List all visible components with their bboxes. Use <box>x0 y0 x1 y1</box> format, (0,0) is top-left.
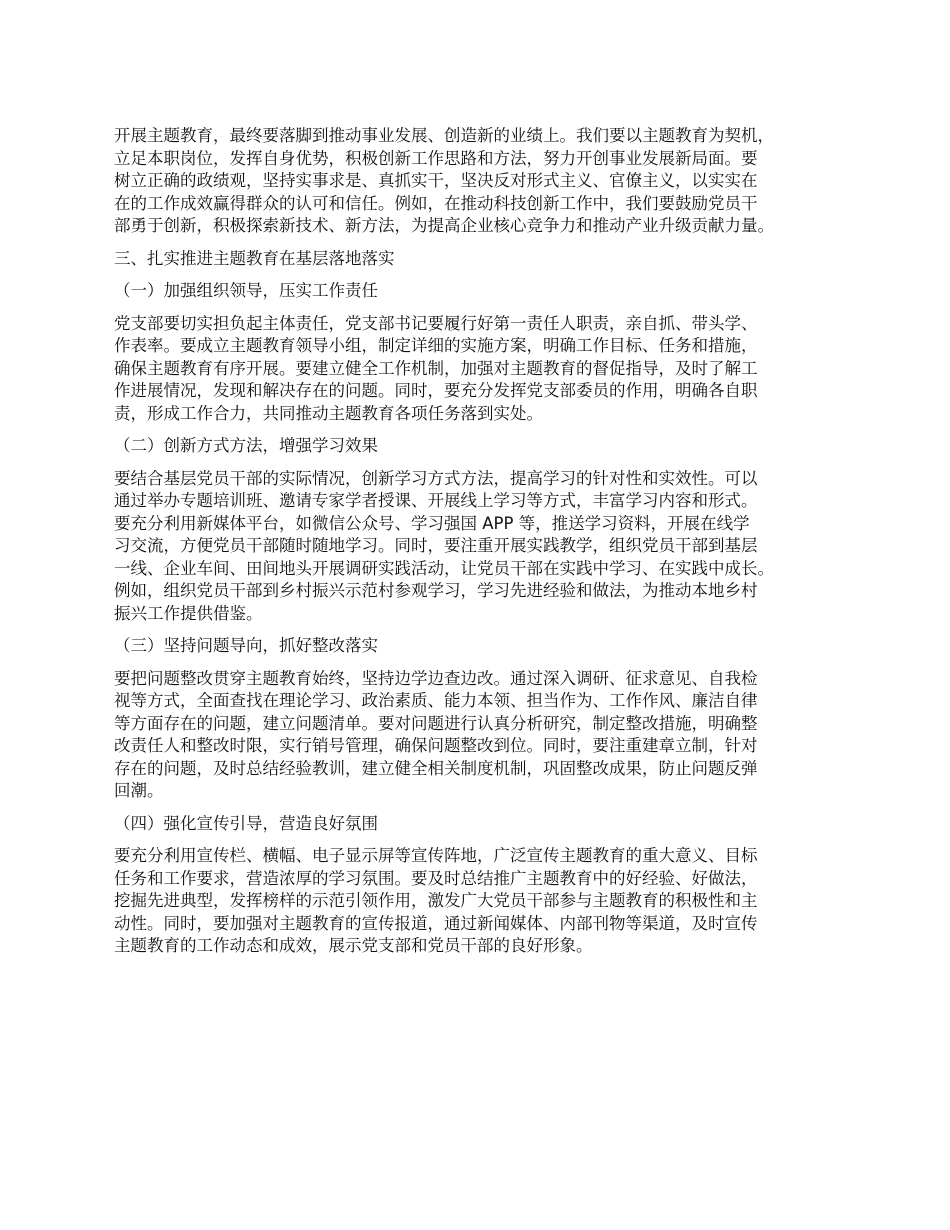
text-line: 一线、企业车间、田间地头开展调研实践活动，让党员干部在实践中学习、在实践中成长。 <box>114 558 774 578</box>
text-line: 作表率。要成立主题教育领导小组，制定详细的实施方案，明确工作目标、任务和措施， <box>114 336 758 355</box>
text-line: 回潮。 <box>114 781 164 800</box>
paragraph-learning-methods <box>114 468 854 626</box>
text-line: 党支部要切实担负起主体责任，党支部书记要履行好第一责任人职责，亲自抓、带头学、 <box>114 313 758 333</box>
text-line: 主题教育的工作动态和成效，展示党支部和党员干部的良好形象。 <box>114 936 593 955</box>
subsection-heading-2: （二）创新方式方法，增强学习效果 <box>114 436 378 455</box>
text-line: 树立正确的政绩观，坚持实事求是、真抓实干，坚决反对形式主义、官僚主义，以实实在 <box>114 171 758 190</box>
text-line: 要把问题整改贯穿主题教育始终，坚持边学边查边改。通过深入调研、征求意见、自我检 <box>114 668 758 688</box>
subsection-heading-4: （四）强化宣传引导，营造良好氛围 <box>114 813 378 833</box>
text-line: 责，形成工作合力，共同推动主题教育各项任务落到实处。 <box>114 403 543 423</box>
text-line: 要充分利用宣传栏、横幅、电子显示屏等宣传阵地，广泛宣传主题教育的重大意义、目标 <box>114 846 758 865</box>
text-line: 动性。同时，要加强对主题教育的宣传报道，通过新闻媒体、内部刊物等渠道，及时宣传 <box>114 913 758 933</box>
text-line: 习交流，方便党员干部随时随地学习。同时，要注重开展实践教学，组织党员干部到基层 <box>114 536 758 555</box>
text-line: 例如，组织党员干部到乡村振兴示范村参观学习，学习先进经验和做法，为推动本地乡村 <box>114 581 758 600</box>
subsection-heading-1: （一）加强组织领导，压实工作责任 <box>114 281 378 300</box>
text-line: 视等方式，全面查找在理论学习、政治素质、能力本领、担当作为、工作作风、廉洁自律 <box>114 691 758 710</box>
paragraph-work-results <box>114 125 854 238</box>
text-line: 开展主题教育，最终要落脚到推动事业发展、创造新的业绩上。我们要以主题教育为契机， <box>114 126 774 145</box>
text-line: 部勇于创新，积极探索新技术、新方法，为提高企业核心竞争力和推动产业升级贡献力量。 <box>114 216 774 235</box>
text-line: 要充分利用新媒体平台，如微信公众号、学习强国 APP 等，推送学习资料，开展在线学 <box>114 513 750 533</box>
text-line: 通过举办专题培训班、邀请专家学者授课、开展线上学习等方式，丰富学习内容和形式。 <box>114 491 758 510</box>
text-line: 立足本职岗位，发挥自身优势，积极创新工作思路和方法，努力开创事业发展新局面。要 <box>114 148 758 168</box>
paragraph-problem-rectification <box>114 668 854 803</box>
paragraph-publicity-guidance <box>114 845 854 958</box>
text-line: 在的工作成效赢得群众的认可和信任。例如，在推动科技创新工作中，我们要鼓励党员干 <box>114 193 758 213</box>
text-line: 存在的问题，及时总结经验教训，建立健全相关制度机制，巩固整改成果，防止问题反弹 <box>114 758 758 778</box>
text-line: 改责任人和整改时限，实行销号管理，确保问题整改到位。同时，要注重建章立制，针对 <box>114 736 758 755</box>
text-line: 作进展情况，发现和解决存在的问题。同时，要充分发挥党支部委员的作用，明确各自职 <box>114 381 758 400</box>
text-line: 挖掘先进典型，发挥榜样的示范引领作用，激发广大党员干部参与主题教育的积极性和主 <box>114 891 758 910</box>
section-heading-3: 三、扎实推进主题教育在基层落地落实 <box>114 248 395 268</box>
text-line: 确保主题教育有序开展。要建立健全工作机制，加强对主题教育的督促指导，及时了解工 <box>114 358 758 378</box>
text-line: 要结合基层党员干部的实际情况，创新学习方式方法，提高学习的针对性和实效性。可以 <box>114 468 758 488</box>
text-line: 等方面存在的问题，建立问题清单。要对问题进行认真分析研究，制定整改措施，明确整 <box>114 713 758 733</box>
paragraph-organization-leadership <box>114 313 854 426</box>
subsection-heading-3: （三）坚持问题导向，抓好整改落实 <box>114 636 378 655</box>
text-line: 任务和工作要求，营造浓厚的学习氛围。要及时总结推广主题教育中的好经验、好做法， <box>114 868 758 888</box>
text-line: 振兴工作提供借鉴。 <box>114 603 263 623</box>
document-page <box>114 125 854 968</box>
